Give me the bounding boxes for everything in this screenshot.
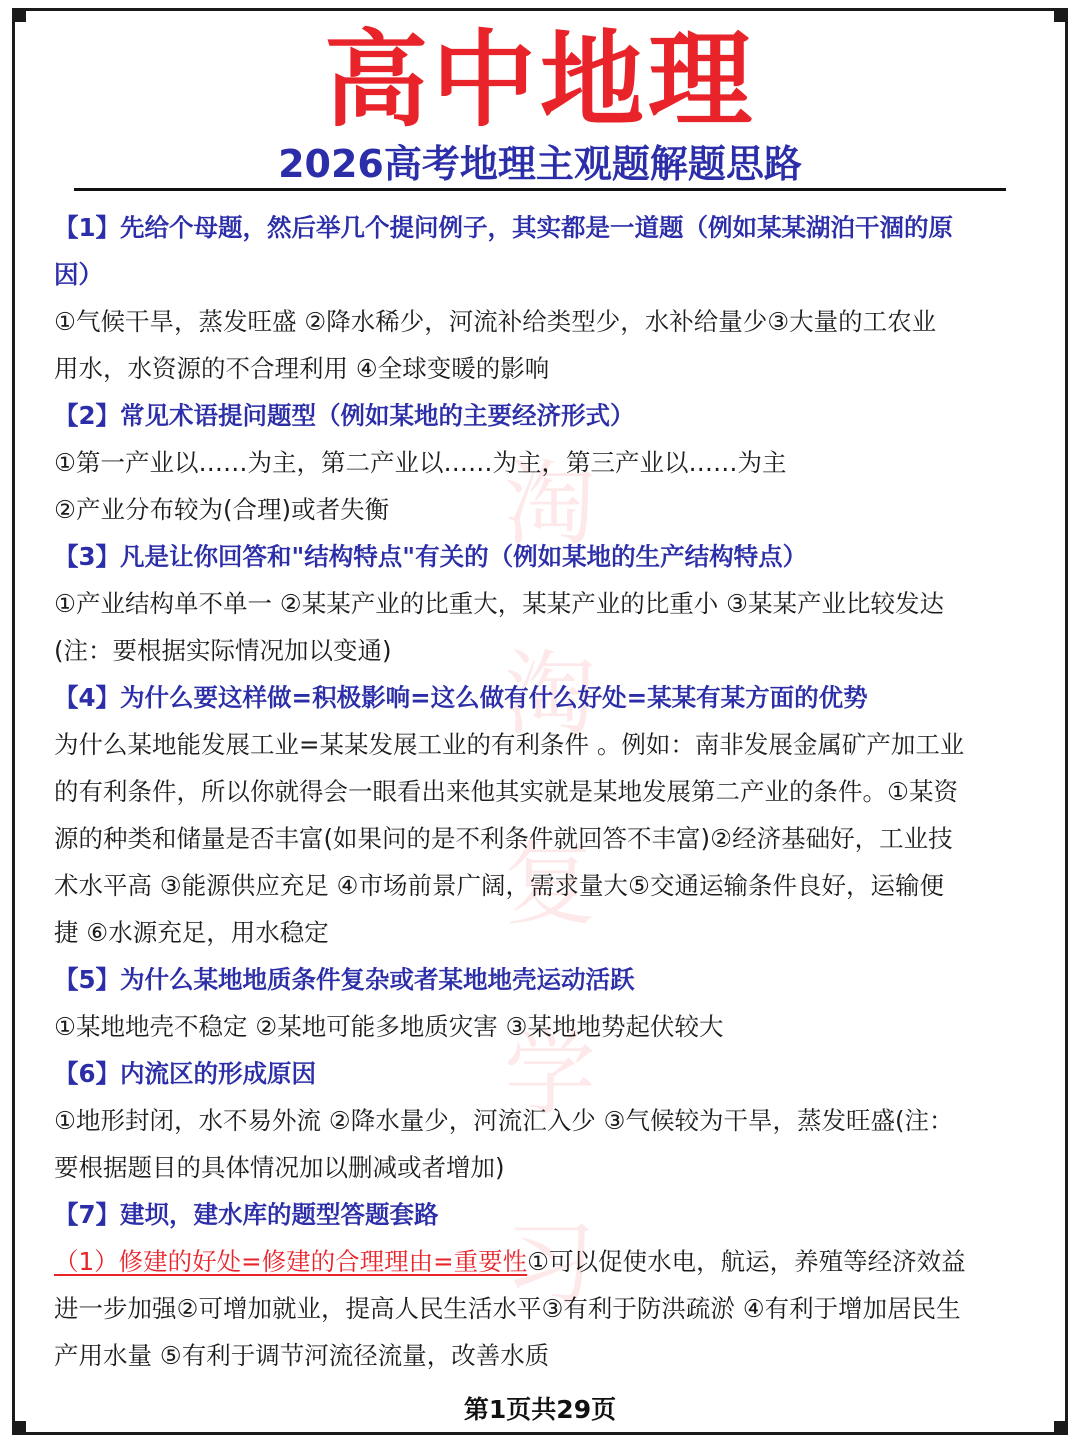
section-4-text: 术水平高 ③能源供应充足 ④市场前景广阔，需求量大⑤交通运输条件良好，运输便 (54, 871, 944, 900)
section-7-text: 进一步加强②可增加就业，提高人民生活水平③有利于防洪疏淤 ④有利于增加居民生 (54, 1294, 961, 1323)
section-1-heading: 因） (54, 260, 103, 289)
section-3-text: ①产业结构单不单一 ②某某产业的比重大，某某产业的比重小 ③某某产业比较发达 (54, 589, 944, 618)
section-7-text: 产用水量 ⑤有利于调节河流径流量，改善水质 (54, 1341, 550, 1370)
section-3-text: (注：要根据实际情况加以变通) (54, 636, 392, 665)
section-2-text: ②产业分布较为(合理)或者失衡 (54, 495, 390, 524)
watermark-char: 习 (503, 1211, 596, 1318)
section-4-text: 源的种类和储量是否丰富(如果问的是不利条件就回答不丰富)②经济基础好，工业技 (54, 824, 953, 853)
section-2-heading: 【2】常见术语提问题型（例如某地的主要经济形式） (54, 401, 635, 430)
section-4-text: 为什么某地能发展工业=某某发展工业的有利条件 。例如：南非发展金属矿产加工业 (54, 730, 965, 759)
section-7-text (54, 1238, 1032, 1285)
section-6-heading: 【6】内流区的形成原因 (54, 1059, 317, 1088)
section-2-text: ①第一产业以……为主，第二产业以……为主，第三产业以……为主 (54, 448, 787, 477)
section-6-text: ①地形封闭，水不易外流 ②降水量少，河流汇入少 ③气候较为干旱，蒸发旺盛(注： (54, 1106, 954, 1135)
page-number: 第1页共29页 (463, 1395, 617, 1424)
watermark-char: 学 (503, 1021, 596, 1128)
section-1-text: ①气候干旱，蒸发旺盛 ②降水稀少，河流补给类型少，水补给量少③大量的工农业 (54, 307, 937, 336)
section-5-heading: 【5】为什么某地地质条件复杂或者某地地壳运动活跃 (54, 965, 635, 994)
section-7-sub-label-rest: ①可以促使水电，航运，养殖等经济效益 (527, 1247, 966, 1276)
section-5-text: ①某地地壳不稳定 ②某地可能多地质灾害 ③某地地势起伏较大 (54, 1012, 724, 1041)
section-7-heading: 【7】建坝，建水库的题型答题套路 (54, 1200, 439, 1229)
section-4-heading: 【4】为什么要这样做=积极影响=这么做有什么好处=某某有某方面的优势 (54, 683, 868, 712)
title-divider (74, 188, 1006, 191)
watermark-char: 淘 (503, 451, 596, 558)
section-1-text: 用水，水资源的不合理利用 ④全球变暖的影响 (54, 354, 550, 383)
section-6-text: 要根据题目的具体情况加以删减或者增加) (54, 1153, 505, 1182)
page-title: 高中地理 (323, 19, 756, 141)
page-subtitle: 2026高考地理主观题解题思路 (278, 142, 802, 186)
document-body (54, 204, 1032, 1379)
section-7-sub-label: （1）修建的好处=修建的合理理由=重要性 (54, 1247, 528, 1276)
section-4-text: 捷 ⑥水源充足，用水稳定 (54, 918, 329, 947)
section-3-heading: 【3】凡是让你回答和"结构特点"有关的（例如某地的生产结构特点） (54, 542, 808, 571)
watermark-char: 复 (503, 831, 596, 938)
section-4-text: 的有利条件，所以你就得会一眼看出来他其实就是某地发展第二产业的条件。①某资 (54, 777, 958, 806)
watermark-char: 淘 (503, 641, 596, 748)
section-1-heading: 【1】先给个母题，然后举几个提问例子，其实都是一道题（例如某某湖泊干涸的原 (54, 213, 954, 242)
